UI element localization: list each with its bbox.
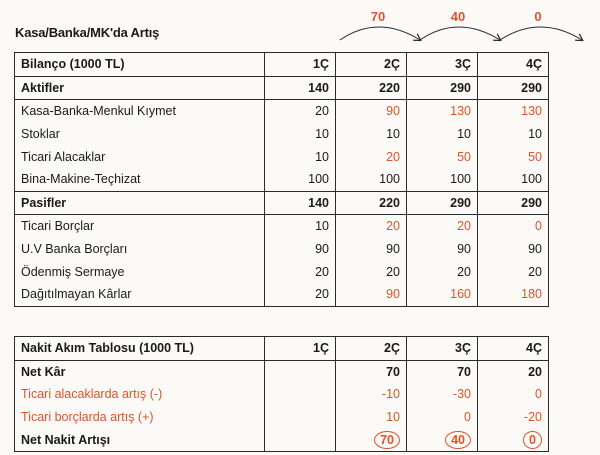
balance-sheet-table bbox=[14, 52, 549, 307]
column-header-q4: 4Ç bbox=[478, 53, 549, 77]
cell-q3: 100 bbox=[407, 168, 478, 191]
cell-q4: 100 bbox=[478, 168, 549, 191]
cell-q3: 10 bbox=[407, 123, 478, 146]
table-row bbox=[15, 283, 549, 306]
cell-q2: 10 bbox=[336, 406, 407, 429]
cell-q2: -10 bbox=[336, 383, 407, 406]
column-header-q2: 2Ç bbox=[336, 337, 407, 361]
row-label: Pasifler bbox=[15, 191, 265, 215]
cell-q2: 20 bbox=[336, 260, 407, 283]
cell-q2: 220 bbox=[336, 76, 407, 100]
cell-q3 bbox=[407, 428, 478, 451]
cell-q4: 0 bbox=[478, 383, 549, 406]
cell-q1: 140 bbox=[265, 76, 336, 100]
cell-q1: 10 bbox=[265, 145, 336, 168]
quarter-change-arrows bbox=[0, 0, 600, 50]
cell-q3: 290 bbox=[407, 76, 478, 100]
page-title: Kasa/Banka/MK'da Artış bbox=[15, 25, 160, 40]
cell-q4: 50 bbox=[478, 145, 549, 168]
cell-q3: 20 bbox=[407, 215, 478, 238]
cell-q3: 50 bbox=[407, 145, 478, 168]
cell-q1: 20 bbox=[265, 260, 336, 283]
column-header-q1: 1Ç bbox=[265, 337, 336, 361]
row-label: Aktifler bbox=[15, 76, 265, 100]
cell-q1 bbox=[265, 406, 336, 429]
cell-q2: 90 bbox=[336, 283, 407, 306]
table-row bbox=[15, 383, 549, 406]
cell-q2: 100 bbox=[336, 168, 407, 191]
circled-value: 0 bbox=[523, 431, 542, 449]
cell-q1: 90 bbox=[265, 238, 336, 261]
cell-q4: 0 bbox=[478, 215, 549, 238]
column-header-q2: 2Ç bbox=[336, 53, 407, 77]
table-row bbox=[15, 428, 549, 451]
cell-q4: 180 bbox=[478, 283, 549, 306]
arrow-3q-4q bbox=[420, 27, 500, 40]
cell-q4: 20 bbox=[478, 360, 549, 383]
row-label: Ticari borçlarda artış (+) bbox=[15, 406, 265, 429]
row-label: Ödenmiş Sermaye bbox=[15, 260, 265, 283]
cell-q2: 70 bbox=[336, 360, 407, 383]
row-label: Ticari Alacaklar bbox=[15, 145, 265, 168]
cell-q4: 20 bbox=[478, 260, 549, 283]
cell-q1: 10 bbox=[265, 215, 336, 238]
table-row bbox=[15, 100, 549, 123]
cell-q3: 160 bbox=[407, 283, 478, 306]
table-row bbox=[15, 260, 549, 283]
cell-q4: 10 bbox=[478, 123, 549, 146]
cell-q3: 130 bbox=[407, 100, 478, 123]
cell-q1: 10 bbox=[265, 123, 336, 146]
cell-q1: 20 bbox=[265, 283, 336, 306]
row-label: Dağıtılmayan Kârlar bbox=[15, 283, 265, 306]
table-row bbox=[15, 215, 549, 238]
table-row bbox=[15, 76, 549, 100]
cell-q2 bbox=[336, 428, 407, 451]
cell-q3: -30 bbox=[407, 383, 478, 406]
cell-q2: 90 bbox=[336, 100, 407, 123]
row-label: Net Nakit Artışı bbox=[15, 428, 265, 451]
cell-q3: 20 bbox=[407, 260, 478, 283]
cell-q2: 20 bbox=[336, 215, 407, 238]
cell-q3: 70 bbox=[407, 360, 478, 383]
column-header-q1: 1Ç bbox=[265, 53, 336, 77]
cell-q1 bbox=[265, 360, 336, 383]
cell-q2: 10 bbox=[336, 123, 407, 146]
cell-q4: 90 bbox=[478, 238, 549, 261]
cell-q2: 90 bbox=[336, 238, 407, 261]
table-row bbox=[15, 145, 549, 168]
cell-q3: 90 bbox=[407, 238, 478, 261]
column-header-q3: 3Ç bbox=[407, 53, 478, 77]
row-label: Net Kâr bbox=[15, 360, 265, 383]
arrow-label-3: 0 bbox=[534, 9, 542, 24]
circled-value: 70 bbox=[374, 431, 400, 449]
cell-q4: 290 bbox=[478, 76, 549, 100]
cell-q1: 140 bbox=[265, 191, 336, 215]
table-header-row bbox=[15, 337, 549, 361]
arrow-2q-3q bbox=[340, 27, 420, 40]
cell-q4: 290 bbox=[478, 191, 549, 215]
table-header-label: Bilanço (1000 TL) bbox=[15, 53, 265, 77]
arrow-label-1: 70 bbox=[370, 9, 386, 24]
table-header-label: Nakit Akım Tablosu (1000 TL) bbox=[15, 337, 265, 361]
cell-q2: 20 bbox=[336, 145, 407, 168]
row-label: U.V Banka Borçları bbox=[15, 238, 265, 261]
row-label: Ticari Borçlar bbox=[15, 215, 265, 238]
cash-flow-table bbox=[14, 336, 549, 452]
circled-value: 40 bbox=[445, 431, 471, 449]
column-header-q4: 4Ç bbox=[478, 337, 549, 361]
cell-q1: 20 bbox=[265, 100, 336, 123]
cell-q2: 220 bbox=[336, 191, 407, 215]
arrow-4q-end bbox=[500, 27, 582, 40]
table-row bbox=[15, 360, 549, 383]
cell-q1 bbox=[265, 383, 336, 406]
cell-q3: 290 bbox=[407, 191, 478, 215]
row-label: Stoklar bbox=[15, 123, 265, 146]
cell-q4 bbox=[478, 428, 549, 451]
cell-q4: 130 bbox=[478, 100, 549, 123]
table-row bbox=[15, 406, 549, 429]
table-header-row bbox=[15, 53, 549, 77]
table-row bbox=[15, 191, 549, 215]
row-label: Ticari alacaklarda artış (-) bbox=[15, 383, 265, 406]
column-header-q3: 3Ç bbox=[407, 337, 478, 361]
row-label: Bina-Makine-Teçhizat bbox=[15, 168, 265, 191]
table-row bbox=[15, 123, 549, 146]
arrow-label-2: 40 bbox=[450, 9, 466, 24]
table-row bbox=[15, 168, 549, 191]
table-row bbox=[15, 238, 549, 261]
cell-q4: -20 bbox=[478, 406, 549, 429]
row-label: Kasa-Banka-Menkul Kıymet bbox=[15, 100, 265, 123]
cell-q3: 0 bbox=[407, 406, 478, 429]
cell-q1 bbox=[265, 428, 336, 451]
cell-q1: 100 bbox=[265, 168, 336, 191]
